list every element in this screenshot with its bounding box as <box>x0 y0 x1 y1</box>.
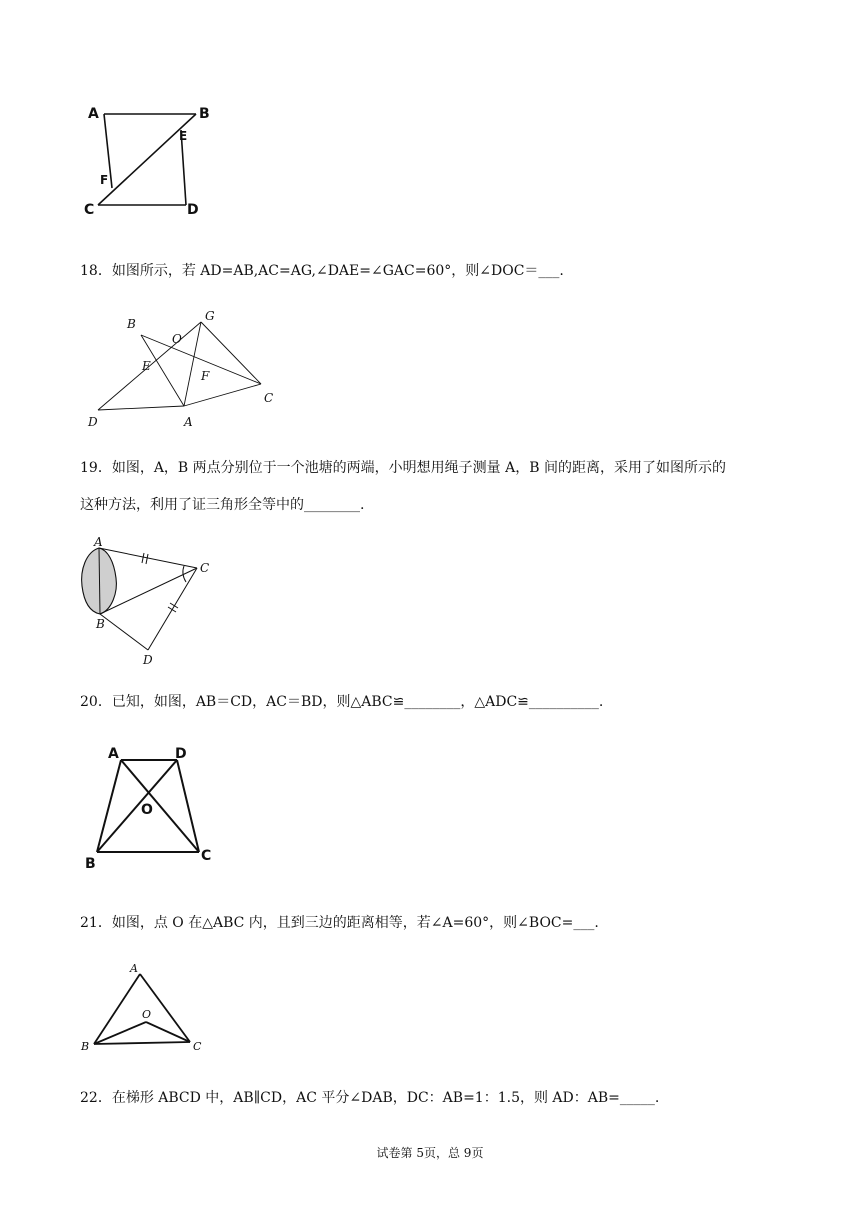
label-b: B <box>96 617 105 631</box>
label-b: B <box>127 317 136 331</box>
label-g: G <box>205 309 215 323</box>
label-c: C <box>201 848 212 864</box>
label-o: O <box>172 332 182 346</box>
label-d: D <box>143 653 153 667</box>
segment-bc <box>98 114 196 205</box>
page-footer: 试卷第 5页，总 9页 <box>376 1146 484 1160</box>
label-a: A <box>94 535 103 549</box>
tick-cd-1 <box>168 607 176 612</box>
figure-q18 <box>80 302 280 432</box>
figure-q19 <box>80 536 250 672</box>
question-19-line-2: 这种方法，利用了证三角形全等中的________. <box>80 497 365 513</box>
label-o: O <box>141 802 153 818</box>
label-c: C <box>264 391 274 405</box>
label-a: A <box>184 415 193 429</box>
figure-q17-svg <box>80 100 220 220</box>
figure-q18-svg <box>80 302 280 432</box>
label-b: B <box>85 856 96 872</box>
question-19-line-1: 19．如图，A，B 两点分别位于一个池塘的两端，小明想用绳子测量 A，B 间的距离，采用了如图所示的 <box>80 460 726 476</box>
label-b: B <box>81 1040 90 1053</box>
label-f: F <box>201 369 210 383</box>
figure-q17 <box>80 100 220 220</box>
label-o: O <box>142 1008 152 1021</box>
label-d: D <box>187 202 199 218</box>
segment-bc <box>94 1042 190 1044</box>
question-21: 21．如图，点 O 在△ABC 内，且到三边的距离相等，若∠A=60°，则∠BOC=___. <box>80 915 599 931</box>
label-a: A <box>88 106 99 122</box>
label-e: E <box>142 359 151 373</box>
tick-ac-1 <box>142 553 144 563</box>
label-b: B <box>199 106 210 122</box>
question-22: 22．在梯形 ABCD 中，AB∥CD，AC 平分∠DAB，DC：AB=1：1.5，则 AD：AB=_____. <box>80 1090 660 1106</box>
figure-q21-svg <box>80 958 220 1058</box>
label-d: D <box>88 415 98 429</box>
label-c: C <box>193 1040 202 1053</box>
tick-ac-2 <box>146 554 148 564</box>
segment-bd <box>100 614 148 650</box>
figure-q21 <box>80 958 220 1058</box>
question-18: 18．如图所示，若 AD=AB,AC=AG,∠DAE=∠GAC=60°，则∠DOC＝___. <box>80 263 564 279</box>
segment-da <box>98 406 184 410</box>
label-a: A <box>108 746 119 762</box>
segment-cd <box>148 568 197 650</box>
figure-q20-svg <box>80 742 230 874</box>
label-c: C <box>84 202 95 218</box>
figure-q20 <box>80 742 230 874</box>
segment-gc <box>201 322 261 384</box>
label-a: A <box>130 962 138 975</box>
label-e: E <box>179 129 188 143</box>
label-d: D <box>175 746 187 762</box>
label-c: C <box>200 561 210 575</box>
question-20: 20．已知，如图，AB＝CD，AC＝BD，则△ABC≌________，△ADC≌__________. <box>80 694 604 710</box>
figure-q19-svg <box>80 536 250 672</box>
label-f: F <box>100 173 109 187</box>
segment-ac <box>184 384 261 406</box>
